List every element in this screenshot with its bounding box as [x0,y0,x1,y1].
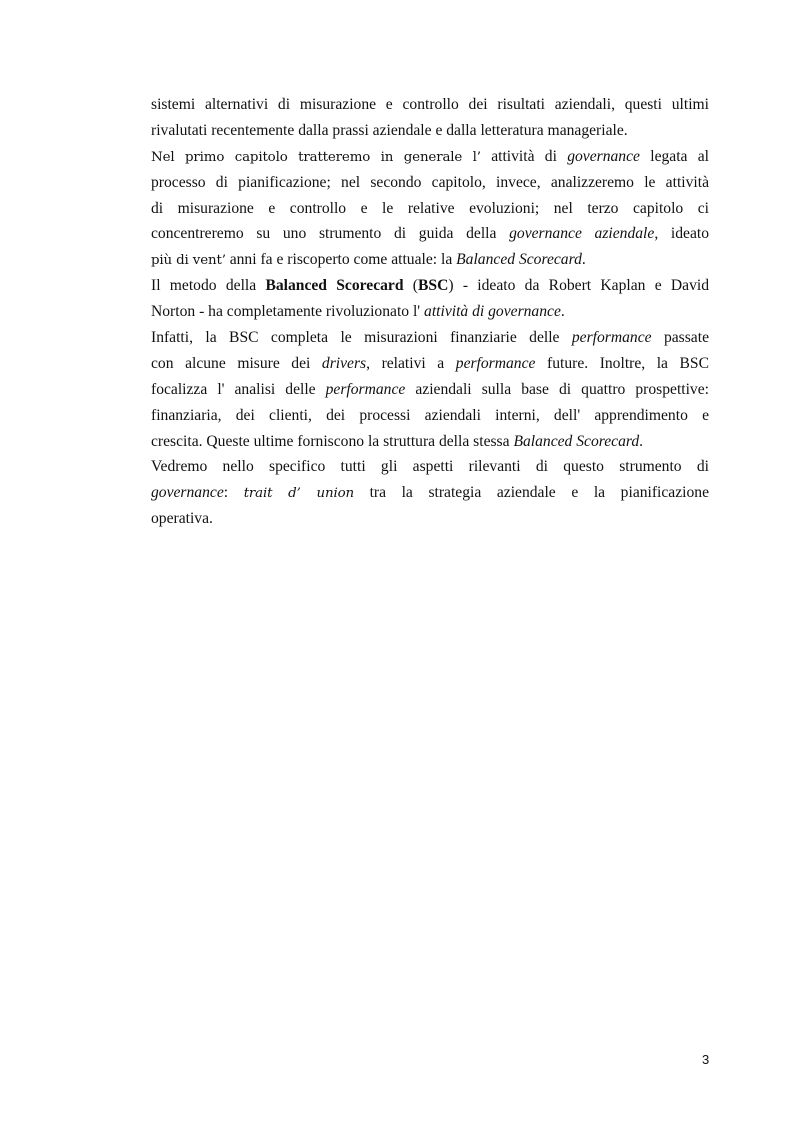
text-run: ) - ideato da Robert Kaplan e David [448,277,710,295]
text-run: future. Inoltre, la BSC [535,354,709,372]
text-run: Nel primo capitolo tratteremo in generale l’ [151,149,481,165]
text-line [151,221,709,247]
text-run: performance [455,354,536,372]
text-run: trait d’ union [243,486,354,502]
text-line [151,144,709,170]
text-run: legata al [639,147,709,165]
text-run: drivers [321,354,367,372]
text-line [151,170,709,196]
text-run: processo di pianificazione; nel secondo capitolo, invece, analizzeremo le attività [151,173,709,191]
text-run: governance [567,147,640,165]
text-run: operativa. [151,510,213,528]
text-run: Infatti, la BSC completa le misurazioni finanziarie delle [151,329,572,347]
text-run: , ideato [654,225,709,243]
text-line [151,92,709,118]
text-run: Il metodo della [151,277,266,295]
text-run: attività di governance [424,303,561,321]
text-run: finanziaria, dei clienti, dei processi aziendali interni, dell' apprendimento e [151,406,709,424]
text-run: : [223,484,244,502]
text-run: Balanced Scorecard [456,251,582,269]
text-run: focalizza l' analisi delle [151,380,326,398]
text-line [151,454,709,480]
text-line [151,351,709,377]
text-run: Vedremo nello specifico tutti gli aspetti rilevanti di questo strumento di [151,458,709,476]
text-line [151,118,709,144]
text-run: più di vent’ [151,253,226,269]
text-run: sistemi alternativi di misurazione e controllo dei risultati aziendali, questi ultimi [151,96,709,113]
page-number: 3 [702,1052,710,1067]
text-run: passate [651,329,709,347]
text-line [151,377,709,403]
body-text [151,92,709,532]
text-run: rivalutati recentemente dalla prassi aziendale e dalla letteratura manageriale. [151,121,628,139]
text-line [151,196,709,222]
text-run: . [560,303,565,321]
text-line [151,429,709,455]
text-line [151,403,709,429]
text-run: Norton - ha completamente rivoluzionato l' [151,303,425,321]
text-line [151,480,709,506]
text-run: performance [325,380,406,398]
text-line [151,325,709,351]
text-run: performance [571,329,652,347]
text-run: . [639,432,644,450]
text-run: Balanced Scorecard [513,432,640,450]
text-run: . [581,251,586,269]
text-line [151,506,709,532]
text-run: governance aziendale [509,225,655,243]
text-line [151,299,709,325]
text-run: BSC [418,277,449,295]
text-run: Balanced Scorecard [265,277,404,295]
text-run: , relativi a [366,354,456,372]
text-run: anni fa e riscoperto come attuale: la [225,251,457,269]
text-line [151,273,709,299]
text-run: attività di [480,147,568,165]
text-run: con alcune misure dei [151,354,322,372]
text-run: governance [151,484,224,502]
text-run: tra la strategia aziendale e la pianificazione [353,484,710,502]
text-run: concentreremo su uno strumento di guida della [151,225,510,243]
text-run: ( [403,277,418,295]
text-line [151,247,709,273]
text-run: di misurazione e controllo e le relative evoluzioni; nel terzo capitolo ci [151,199,709,217]
text-run: aziendali sulla base di quattro prospettive: [405,380,709,398]
text-run: crescita. Queste ultime forniscono la struttura della stessa [151,432,514,450]
